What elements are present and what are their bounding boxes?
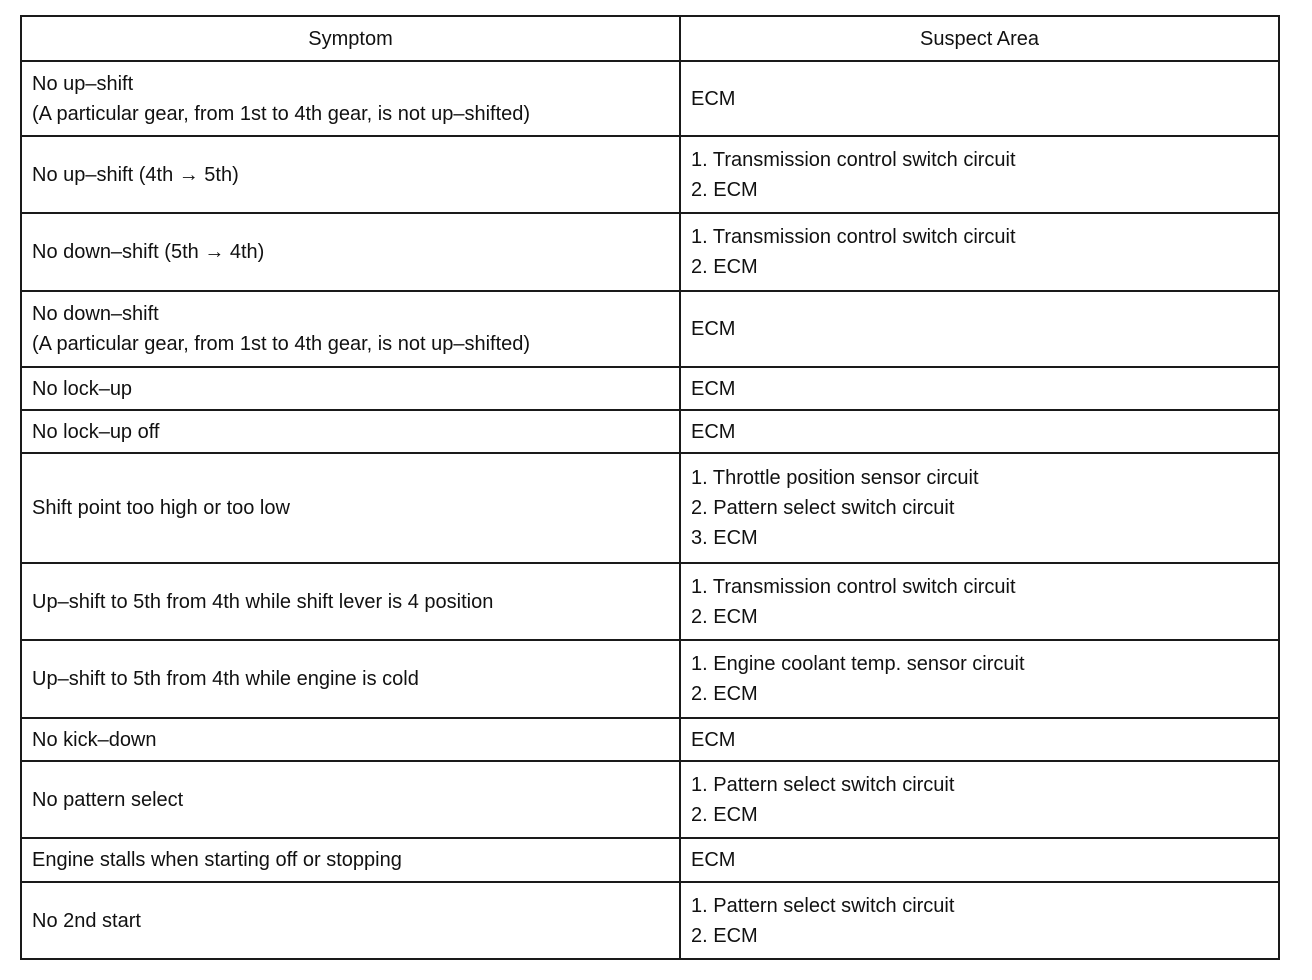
symptom-cell <box>21 136 680 213</box>
table-row <box>21 291 1279 367</box>
suspect-area-cell <box>680 718 1279 761</box>
suspect-area-text: ECM <box>691 420 736 443</box>
suspect-area-cell <box>680 838 1279 882</box>
suspect-area-text: 1. Transmission control switch circuit <box>691 226 1016 248</box>
header-symptom: Symptom <box>21 16 680 61</box>
suspect-area-text: 1. Throttle position sensor circuit <box>691 467 979 489</box>
symptom-cell <box>21 61 680 136</box>
table-row <box>21 367 1279 410</box>
table-row <box>21 136 1279 213</box>
header-row <box>21 16 1279 61</box>
symptom-cell <box>21 882 680 959</box>
suspect-area-text: 2. Pattern select switch circuit <box>691 497 955 519</box>
suspect-area-text: 2. ECM <box>691 178 758 201</box>
symptom-text: (A particular gear, from 1st to 4th gear, is not up–shifted) <box>32 333 531 355</box>
suspect-area-text: 2. ECM <box>691 605 758 628</box>
symptom-text: No down–shift <box>32 303 159 325</box>
suspect-area-cell <box>680 453 1279 563</box>
table-row <box>21 410 1279 453</box>
table-row <box>21 718 1279 761</box>
suspect-area-cell <box>680 563 1279 640</box>
table-row <box>21 213 1279 291</box>
symptom-cell <box>21 640 680 718</box>
table-row <box>21 761 1279 838</box>
table-row <box>21 640 1279 718</box>
symptom-text: No kick–down <box>32 728 157 751</box>
suspect-area-cell <box>680 640 1279 718</box>
suspect-area-text: 2. ECM <box>691 803 758 826</box>
symptom-text: No pattern select <box>32 788 184 811</box>
symptom-cell <box>21 291 680 367</box>
suspect-area-cell <box>680 136 1279 213</box>
symptom-text: Up–shift to 5th from 4th while engine is cold <box>32 668 419 690</box>
symptom-cell <box>21 718 680 761</box>
suspect-area-text: 1. Pattern select switch circuit <box>691 894 955 917</box>
suspect-area-cell <box>680 410 1279 453</box>
symptom-text: No lock–up off <box>32 420 160 443</box>
suspect-area-text: 2. ECM <box>691 683 758 705</box>
suspect-area-cell <box>680 761 1279 838</box>
symptom-cell <box>21 838 680 882</box>
symptom-text: No up–shift (4th → 5th) <box>32 163 239 186</box>
suspect-area-text: 1. Transmission control switch circuit <box>691 575 1016 598</box>
header-suspect-area: Suspect Area <box>680 16 1279 61</box>
symptom-cell <box>21 453 680 563</box>
symptom-text: No down–shift (5th → 4th) <box>32 241 265 263</box>
suspect-area-text: ECM <box>691 728 736 751</box>
symptom-text: Up–shift to 5th from 4th while shift lever is 4 position <box>32 590 494 613</box>
suspect-area-cell <box>680 291 1279 367</box>
symptom-text: Shift point too high or too low <box>32 497 290 519</box>
symptom-text: No up–shift <box>32 72 134 95</box>
suspect-area-text: 1. Engine coolant temp. sensor circuit <box>691 653 1025 675</box>
symptom-cell <box>21 367 680 410</box>
table-body <box>21 61 1279 959</box>
table-row <box>21 563 1279 640</box>
suspect-area-text: 1. Pattern select switch circuit <box>691 773 955 796</box>
suspect-area-cell <box>680 367 1279 410</box>
suspect-area-text: ECM <box>691 377 736 400</box>
suspect-area-text: 2. ECM <box>691 256 758 278</box>
suspect-area-cell <box>680 61 1279 136</box>
suspect-area-text: 2. ECM <box>691 924 758 947</box>
suspect-area-text: ECM <box>691 318 736 340</box>
symptom-cell <box>21 761 680 838</box>
suspect-area-text: ECM <box>691 849 736 871</box>
table-row <box>21 61 1279 136</box>
symptom-text: No 2nd start <box>32 909 141 932</box>
symptom-text: Engine stalls when starting off or stopping <box>32 849 402 871</box>
suspect-area-text: ECM <box>691 87 736 110</box>
suspect-area-cell <box>680 882 1279 959</box>
symptom-text: No lock–up <box>32 377 133 400</box>
symptom-cell <box>21 213 680 291</box>
symptom-cell <box>21 410 680 453</box>
suspect-area-text: 3. ECM <box>691 527 758 549</box>
table-row <box>21 882 1279 959</box>
table-row <box>21 453 1279 563</box>
suspect-area-text: 1. Transmission control switch circuit <box>691 148 1016 171</box>
symptom-text: (A particular gear, from 1st to 4th gear, is not up–shifted) <box>32 102 531 125</box>
table-row <box>21 838 1279 882</box>
suspect-area-cell <box>680 213 1279 291</box>
symptom-table <box>20 15 1280 960</box>
symptom-cell <box>21 563 680 640</box>
